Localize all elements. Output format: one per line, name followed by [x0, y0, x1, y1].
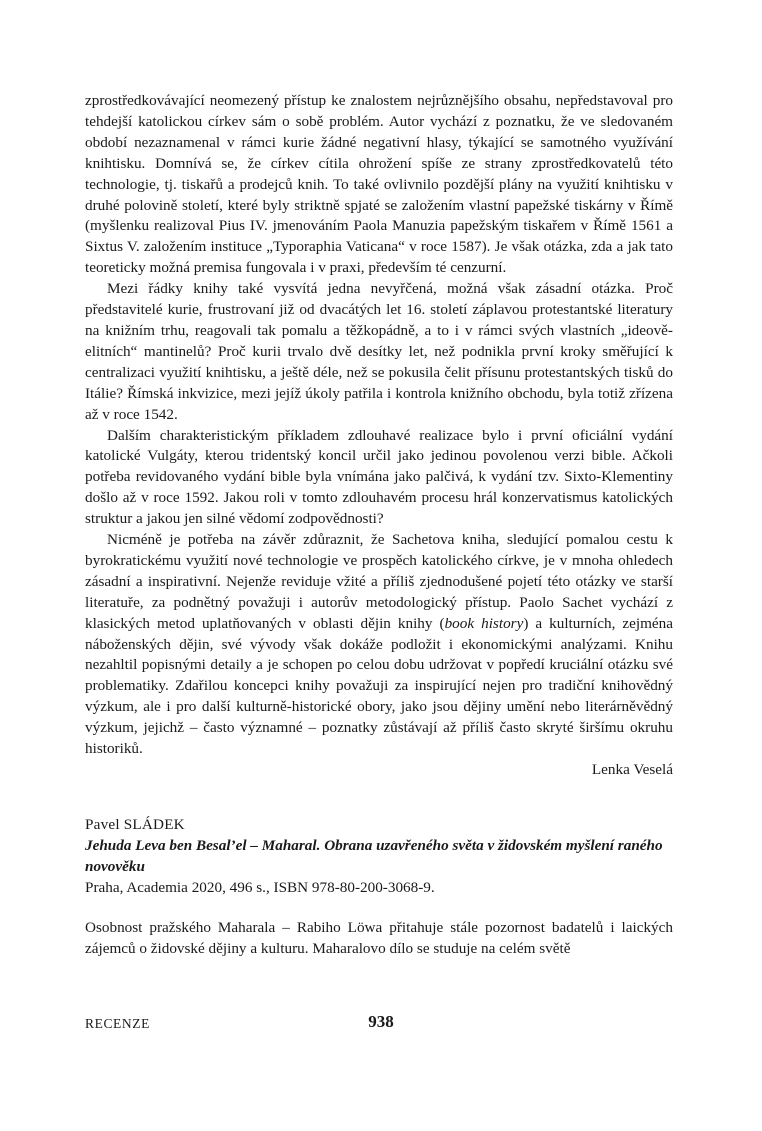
paragraph-1: zprostředkovávající neomezený přístup ke znalostem nejrůznějšího obsahu, nepředstavoval pro tehdejší katolickou církev sám o sobě problém. Autor vychází z poznatku, že ve sledovaném období nezaznamenal v rámci kurie žádné negativní hlasy, týkající se samotného využívání knihtisku. Domnívá se, že církev cítila ohrožení spíše ze strany zprostředkovatelů této technologie, tj. tiskařů a prodejců knih. To také ovlivnilo pozdější plány na využití knihtisku v druhé polovině století, které byly striktně spjaté se založením vlastní papežské tiskárny v Římě (myšlenku realizoval Pius IV. jmenováním Paola Manuzia papežským tiskařem v Římě 1561 a Sixtus V. založením instituce „Typoraphia Vaticana“ v roce 1587). Je však otázka, zda a jak tato teoreticky možná premisa fungovala i v praxi, především té cenzurní. — [85, 92, 673, 277]
paragraph-4 — [85, 530, 673, 760]
book-title: Jehuda Leva ben Besal’el – Maharal. Obrana uzavřeného světa v židovském myšlení raného novověku — [85, 836, 663, 875]
paragraph-4-italic-term: book history — [444, 614, 524, 632]
paragraph-4-part-a: Nicméně je potřeba na závěr zdůraznit, že Sachetova kniha, sledující pomalou cestu k byrokratickému využití nové technologie ve prospěch katolického církve, je v mnoha ohledech zásadní a inspirativní. Nejenže reviduje vžité a příliš zjednodušené pojetí této otázky ve starší literatuře, za podnětný považuji i autorův metodologický přístup. Paolo Sachet vychází z klasických metod uplatňovaných v oblasti dějin knihy ( — [85, 531, 673, 632]
paragraph-2: Mezi řádky knihy také vysvítá jedna nevyřčená, možná však zásadní otázka. Proč představitelé kurie, frustrovaní již od dvacátých let 16. století záplavou protestantské literatury na knižním trhu, reagovali tak pomalu a těžkopádně, a to i v rámci svých vlastních „ideově-elitních“ mantinelů? Proč kurii trvalo dvě desítky let, než podnikla první kroky směřující k centralizaci využití knihtisku, a ještě déle, než se pokusila čelit přísunu protestantských tisků do Itálie? Římská inkvizice, mezi jejíž úkoly patřila i kontrola knižního obchodu, byla totiž zřízena až v roce 1542. — [85, 280, 673, 423]
paragraph-3: Dalším charakteristickým příkladem zdlouhavé realizace bylo i první oficiální vydání katolické Vulgáty, kterou tridentský koncil určil jako jedinou povolenou verzi bible. Ačkoli potřeba revidovaného vydání bible byla vnímána jako palčivá, k vydání tzv. Sixto-Klementiny došlo až v roce 1592. Jakou roli v tomto zdlouhavém procesu hrál konzervatismus katolických struktur a jakou jen silné vědomí zodpovědnosti? — [85, 426, 673, 528]
paragraph-4-part-b: ) a kulturních, zejména náboženských dějin, své vývody však dokáže podložit i ekonomickými analýzami. Knihu nezahltil popisnými detaily a je schopen po celou dobu udržovat v popředí kruciální otázku své problematiky. Zdařilou koncepci knihy považuji za inspirující nejen pro tradiční knihovědný výzkum, ale i pro další kulturně-historické obory, jako jsou dějiny umění nebo literárněvědný výzkum, jejichž – často významné – poznatky zůstávají až příliš často skryté širšímu okruhu historiků. — [85, 614, 673, 758]
next-review-opening: Osobnost pražského Maharala – Rabiho Löwa přitahuje stále pozornost badatelů i laických zájemců o židovské dějiny a kulturu. Maharalovo dílo se studuje na celém světě — [85, 919, 673, 957]
next-review-header — [85, 815, 675, 899]
footer-section-label: RECENZE — [85, 1016, 150, 1031]
footer-page-number: 938 — [368, 1012, 394, 1031]
book-author: Pavel SLÁDEK — [85, 816, 185, 833]
book-imprint: Praha, Academia 2020, 496 s., ISBN 978-80-200-3068-9. — [85, 878, 435, 896]
next-review-body — [85, 918, 673, 960]
review-text-column — [85, 91, 673, 781]
reviewer-signature: Lenka Veselá — [591, 761, 673, 778]
